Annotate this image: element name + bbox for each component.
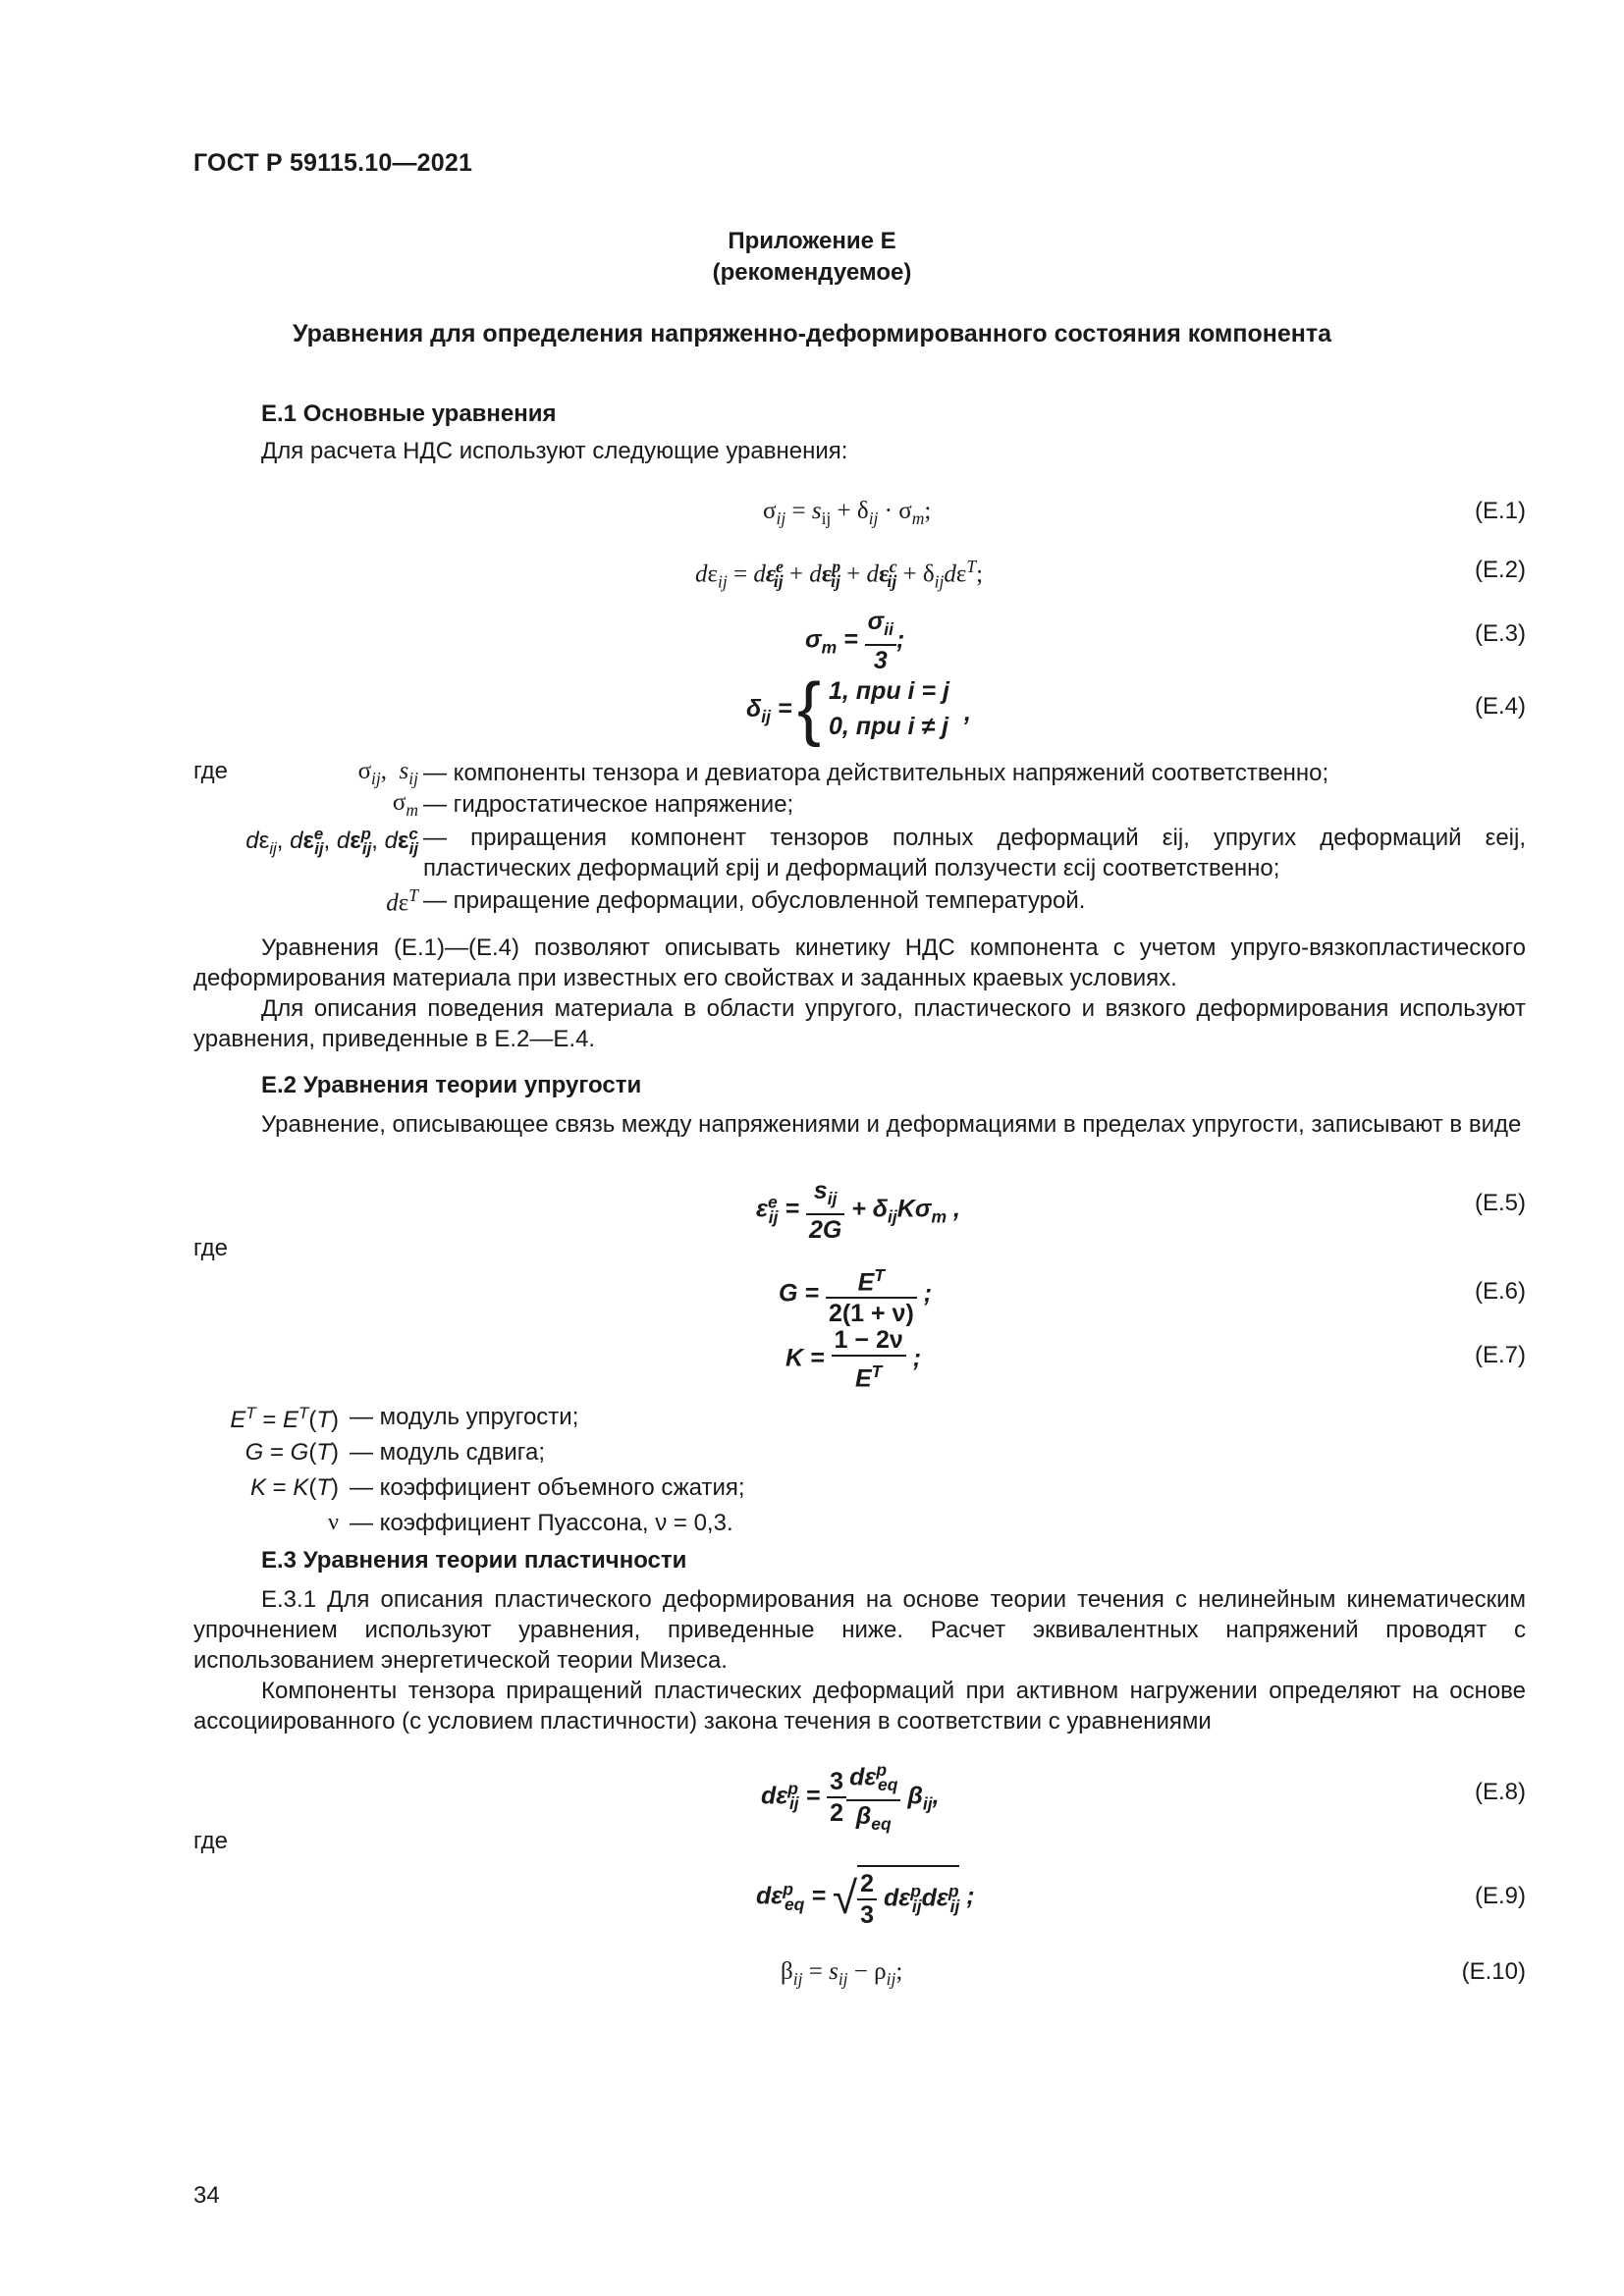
paragraph-elasticity: Уравнение, описывающее связь между напряжениями и деформациями в пределах упругости, записывают в виде <box>261 1111 1522 1138</box>
kronecker-case-1: 1, при i = j <box>829 677 949 705</box>
where-label-e1: где <box>193 758 229 784</box>
equation-number-e5: (Е.5) <box>1474 1190 1526 1216</box>
paragraph-material-behavior: Для описания поведения материала в области упругого, пластического и вязкого деформирования используют уравнения, приведенные в Е.2—Е.4. <box>193 995 1526 1052</box>
equation-number-e2: (Е.2) <box>1474 557 1526 583</box>
paragraph-kinetics: Уравнения (Е.1)—(Е.4) позволяют описывать кинетику НДС компонента с учетом упруго-вязкопластического деформирования материала при известных его свойствах и заданных краевых условиях. <box>193 934 1526 991</box>
equation-e10: $\beta_{ij} = s_{ij} - \rho_{ij}$; <box>781 1958 903 1989</box>
definition-stress-components: — компоненты тензора и девиатора действительных напряжений соответственно; <box>423 760 1329 786</box>
symbol-shear-modulus: G = G(T) <box>244 1439 339 1466</box>
symbol-thermal-strain: $d\varepsilon^T$ <box>386 885 418 917</box>
equation-e5: $\varepsilon^e_{ij}$ = $\frac{s_{ij}}{2G}$ + $\delta_{ij}K\sigma_m$ , <box>756 1177 960 1244</box>
equation-number-e10: (Е.10) <box>1461 1958 1526 1985</box>
definition-shear-modulus: — модуль сдвига; <box>350 1439 546 1466</box>
equation-e2: $d\varepsilon_{ij} = d\varepsilon^e_{ij} + d\varepsilon^p_{ij} + d\varepsilon^c_{ij} + \delta_{ij}d\varepsilon^T$; <box>695 557 984 592</box>
equation-number-e1: (Е.1) <box>1474 498 1526 524</box>
symbol-young-modulus: $E^T = E^T(T)$ <box>230 1404 339 1433</box>
symbol-sigma-s: $\sigma_{ij}$, $s_{ij}$ <box>357 758 418 788</box>
equation-number-e6: (Е.6) <box>1474 1278 1526 1305</box>
where-label-e2: где <box>193 1235 229 1261</box>
section-e1-intro: Для расчета НДС используют следующие уравнения: <box>261 438 848 464</box>
symbol-poisson: ν <box>328 1510 339 1535</box>
equation-e8: $d\varepsilon^p_{ij}$ = $\frac{3}{2}$ $\frac{d\varepsilon^p_{eq}}{\beta_{eq}}$ $\beta_{ij}$, <box>761 1755 940 1839</box>
paragraph-flow-law: Компоненты тензора приращений пластических деформаций при активном нагружении определяют на основе ассоциированного (с условием пластичности) закона течения в соответствии с уравнениями <box>193 1678 1526 1735</box>
equation-number-e8: (Е.8) <box>1474 1779 1526 1805</box>
equation-number-e3: (Е.3) <box>1474 620 1526 647</box>
appendix-title: Приложение Е <box>728 228 896 254</box>
definition-poisson: — коэффициент Пуассона, ν = 0,3. <box>350 1510 733 1536</box>
equation-number-e9: (Е.9) <box>1474 1883 1526 1909</box>
equation-e3: $\sigma_m$ = $\frac{\sigma_{ii}}{3}$ ; <box>805 608 905 674</box>
document-code: ГОСТ Р 59115.10—2021 <box>193 149 473 177</box>
section-e2-heading: Е.2 Уравнения теории упругости <box>261 1072 642 1098</box>
equation-e6: G = $\frac{E^T}{2(1 + \nu)}$ ; <box>779 1260 932 1328</box>
definition-bulk-coefficient: — коэффициент объемного сжатия; <box>350 1474 745 1501</box>
paragraph-plasticity-intro: Е.3.1 Для описания пластического деформирования на основе теории течения с нелинейным кинематическим упрочнением используют уравнения, приведенные ниже. Расчет эквивалентных напряжений проводят с использованием энергетической теории Мизеса. <box>193 1586 1526 1674</box>
equation-e9: $d\varepsilon^p_{eq}$ = √ $\frac{2}{3}$ $d\varepsilon^p_{ij}d\varepsilon^p_{ij}$ ; <box>756 1865 975 1930</box>
where-label-e3: где <box>193 1828 229 1854</box>
definition-young-modulus: — модуль упругости; <box>350 1404 579 1430</box>
equation-e7: K = $\frac{1 - 2\nu}{E^T}$ ; <box>785 1326 922 1393</box>
symbol-strain-increments: $d\varepsilon_{ij}$, $d\varepsilon^e_{ij}$, $d\varepsilon^p_{ij}$, $d\varepsilon^c_{ij}$ <box>245 825 418 858</box>
kronecker-case-2: 0, при i ≠ j <box>829 713 949 740</box>
appendix-heading: Уравнения для определения напряженно-деформированного состояния компонента <box>292 320 1332 347</box>
equation-e1: $\sigma_{ij} = s_{ij} + \delta_{ij} \cdot \sigma_m$; <box>763 498 932 528</box>
section-e1-heading: Е.1 Основные уравнения <box>261 400 557 427</box>
symbol-bulk-coefficient: K = K(T) <box>249 1474 339 1501</box>
definition-hydrostatic: — гидростатическое напряжение; <box>423 791 794 818</box>
definition-strain-increments: — приращения компонент тензоров полных деформаций εij, упругих деформаций εeij, пластических деформаций εpij и деформаций ползучести εcij соответственно; <box>423 825 1526 881</box>
equation-number-e7: (Е.7) <box>1474 1342 1526 1368</box>
symbol-sigma-m: $\sigma_m$ <box>392 789 418 820</box>
page-number: 34 <box>193 2182 220 2209</box>
equation-number-e4: (Е.4) <box>1474 693 1526 720</box>
appendix-status: (рекомендуемое) <box>712 259 912 286</box>
definition-thermal-strain: — приращение деформации, обусловленной температурой. <box>423 887 1086 914</box>
section-e3-heading: Е.3 Уравнения теории пластичности <box>261 1547 687 1574</box>
